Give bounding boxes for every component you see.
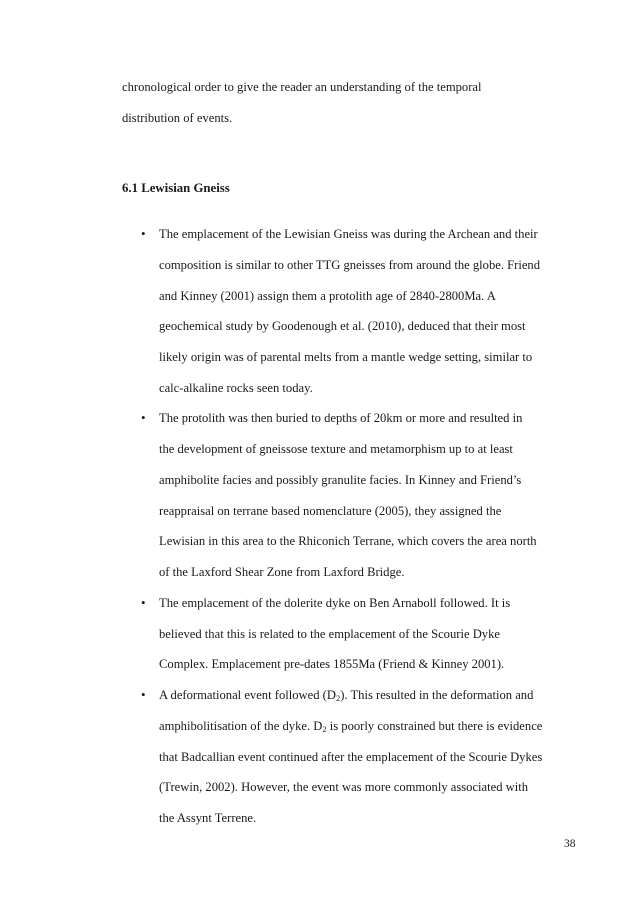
text-fragment: A deformational event followed (D: [159, 688, 336, 702]
bullet-1-line-6: calc-alkaline rocks seen today.: [159, 381, 313, 395]
bullet-2-line-1: The protolith was then buried to depths of 20km or more and resulted in: [159, 411, 523, 425]
bullet-1-line-4: geochemical study by Goodenough et al. (2010), deduced that their most: [159, 319, 526, 333]
bullet-4-line-2: [159, 718, 542, 734]
bullet-marker: •: [141, 687, 146, 702]
bullet-1-line-3: and Kinney (2001) assign them a protolith age of 2840-2800Ma. A: [159, 289, 496, 303]
bullet-marker: •: [141, 226, 146, 241]
bullet-1-line-2: composition is similar to other TTG gneisses from around the globe. Friend: [159, 258, 541, 272]
bullet-3-line-1: The emplacement of the dolerite dyke on Ben Arnaboll followed. It is: [159, 596, 511, 610]
bullet-4-line-5: the Assynt Terrene.: [159, 811, 257, 825]
bullet-2-line-2: the development of gneissose texture and metamorphism up to at least: [159, 442, 513, 456]
bullet-1-line-1: The emplacement of the Lewisian Gneiss was during the Archean and their: [159, 227, 538, 241]
bullet-4-line-4: (Trewin, 2002). However, the event was more commonly associated with: [159, 780, 529, 794]
bullet-1-line-5: likely origin was of parental melts from a mantle wedge setting, similar to: [159, 350, 533, 364]
text-fragment: amphibolitisation of the dyke. D: [159, 719, 323, 733]
bullet-4-line-1: [159, 687, 533, 703]
subscript: 2: [322, 724, 327, 734]
text-fragment: is poorly constrained but there is evidence: [326, 719, 543, 733]
page-number: 38: [564, 838, 576, 850]
text-fragment: ). This resulted in the deformation and: [340, 688, 534, 702]
bullet-2-line-5: Lewisian in this area to the Rhiconich Terrane, which covers the area north: [159, 534, 537, 548]
intro-line-2: distribution of events.: [122, 111, 233, 125]
bullet-2-line-4: reappraisal on terrane based nomenclature (2005), they assigned the: [159, 504, 502, 518]
bullet-marker: •: [141, 595, 146, 610]
bullet-marker: •: [141, 410, 146, 425]
bullet-4-line-3: that Badcallian event continued after the emplacement of the Scourie Dykes: [159, 750, 543, 764]
bullet-2-line-3: amphibolite facies and possibly granulite facies. In Kinney and Friend’s: [159, 473, 522, 487]
bullet-3-line-2: believed that this is related to the emplacement of the Scourie Dyke: [159, 627, 500, 641]
section-heading: 6.1 Lewisian Gneiss: [122, 181, 230, 195]
bullet-3-line-3: Complex. Emplacement pre-dates 1855Ma (Friend & Kinney 2001).: [159, 657, 505, 671]
intro-line-1: chronological order to give the reader an understanding of the temporal: [122, 80, 482, 94]
bullet-2-line-6: of the Laxford Shear Zone from Laxford Bridge.: [159, 565, 405, 579]
subscript: 2: [335, 693, 341, 703]
